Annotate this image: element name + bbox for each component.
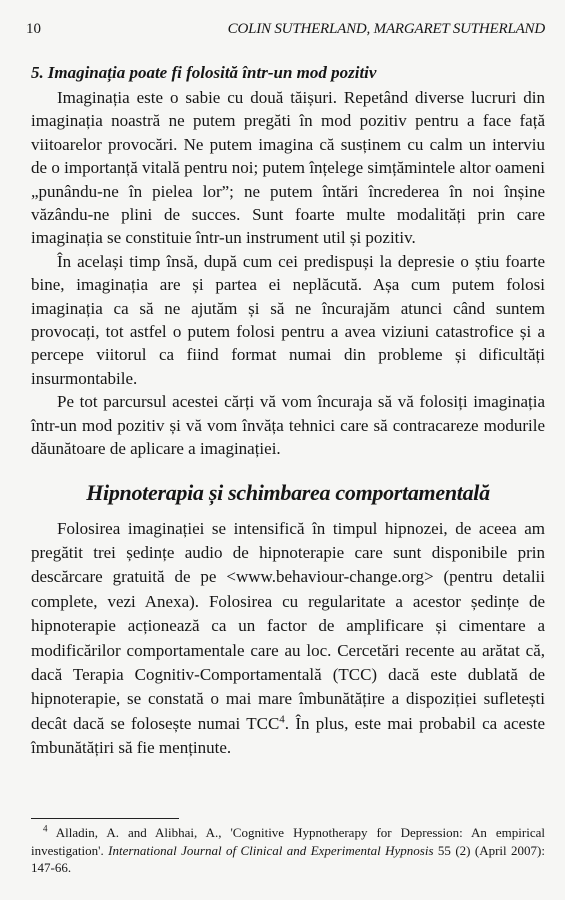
page-header xyxy=(20,21,545,45)
paragraph xyxy=(31,517,545,761)
footnote-journal: International Journal of Clinical and Experimental Hypnosis xyxy=(108,842,434,858)
page-body xyxy=(31,62,545,761)
paragraph: Pe tot parcursul acestei cărți vă vom încuraja să vă folosiți imaginația într-un mod pozitiv și vă vom învăța tehnici care să contracareze modurile dăunătoare de aplicare a imaginației. xyxy=(31,392,545,459)
paragraph: În același timp însă, după cum cei predispuși la depresie o știu foarte bine, imaginația are și partea ei neplăcută. Așa cum putem folosi imaginația ca să ne ajutăm și să ne încurajăm atunci când suntem provocați, tot astfel o putem folosi pentru a avea viziuni catastrofice și a percepe viitorul ca fiind format numai din probleme și dificultăți insurmontabile. xyxy=(31,251,545,388)
footnote-number: 4 xyxy=(43,823,48,834)
section-number: 5. xyxy=(31,63,44,82)
paragraph-text: . În plus, este mai probabil ca aceste îmbunătățiri să fie menținute. xyxy=(31,713,545,758)
footnote xyxy=(31,824,545,877)
footnote-text: 55 (2) (April 2007): 147-66. xyxy=(31,842,545,875)
chapter-heading: Hipnoterapia și schimbarea comportamentală xyxy=(86,479,490,505)
footnote-divider xyxy=(31,818,179,819)
running-head: COLIN SUTHERLAND, MARGARET SUTHERLAND xyxy=(227,21,545,37)
paragraph-text: Folosirea imaginației se intensifică în timpul hipnozei, de aceea am pregătit trei ședințe audio de hipnoterapie care sunt disponibile prin descărcare gratuită de pe <www.behaviour-change.org> (pentru detalii complete, vezi Anexa). Folosirea cu regularitate a acestor ședințe de hipnoterapie acționează ca un factor de amplificare și cimentare a modificărilor comportamentale care au loc. Cercetări recente au arătat că, dacă Terapia Cognitiv-Comportamentală (TCC) dacă este dublată de hipnoterapie, se constată o mai mare îmbunătățire a dispoziției sufletești decât dacă se folosește numai TCC xyxy=(31,518,545,733)
footnote-text: Alladin, A. and Alibhai, A., 'Cognitive Hypnotherapy for Depression: An empirical investigation'. xyxy=(31,825,545,858)
footnote-reference: 4 xyxy=(279,713,285,726)
section-heading xyxy=(31,62,545,84)
page-number: 10 xyxy=(26,21,41,37)
section-title: Imaginația poate fi folosită într-un mod pozitiv xyxy=(47,63,377,82)
paragraph: Imaginația este o sabie cu două tăișuri. Repetând diverse lucruri din imaginația noastră ne putem pregăti în mod pozitiv pentru a face față viitoarelor provocări. Ne putem imagina că susținem cu calm un interviu de o importanță vitală pentru noi; putem înțelege simțămintele altor oameni „punându-ne în pielea lor”; ne putem întări încrederea în noi înșine văzându-ne plini de succes. Sunt foarte multe modalități prin care imaginația se constituie într-un instrument util și pozitiv. xyxy=(31,88,545,248)
